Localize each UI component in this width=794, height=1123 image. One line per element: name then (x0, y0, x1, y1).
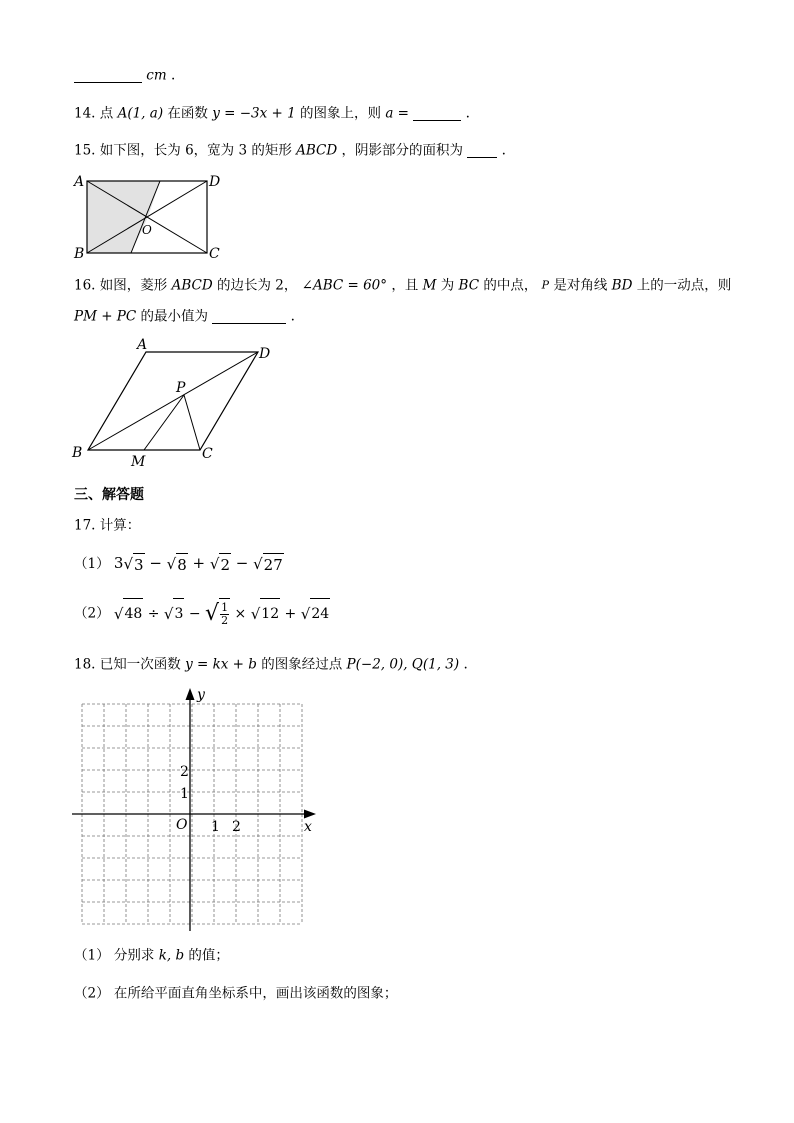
pm-pc-expression: PM + PC (74, 308, 137, 325)
question-text: 的值； (188, 947, 229, 964)
segment-bd: BD (611, 277, 633, 294)
question-text: 是对角线 (553, 277, 608, 294)
question-text: 分别求 (113, 947, 155, 964)
period: . (290, 308, 295, 325)
question-18-part1 (74, 946, 229, 965)
x-tick-1: 1 (211, 819, 220, 835)
question-text: 的中点， (483, 277, 538, 294)
period: . (170, 67, 176, 84)
question-17-part1 (74, 552, 284, 576)
shaded-region (87, 181, 160, 253)
question-text: 如下图，长为 6，宽为 3 的矩形 (99, 142, 292, 159)
part-label: （2） (74, 605, 110, 622)
question-text: 计算： (99, 517, 141, 534)
question-text: ，且 (391, 277, 419, 294)
x-tick-2: 2 (232, 819, 241, 835)
segment-pm (144, 395, 184, 450)
part-label: （1） (74, 947, 110, 964)
rhombus-name: ABCD (171, 277, 213, 294)
question-text: ，阴影部分的面积为 (341, 142, 464, 159)
y-tick-2: 2 (180, 764, 189, 780)
question-number: 15. (74, 142, 96, 159)
x-axis-arrow (304, 810, 316, 819)
question-number: 17. (74, 517, 96, 534)
answer-blank[interactable] (413, 106, 461, 121)
label-a: A (74, 174, 85, 190)
point-m: M (422, 277, 437, 294)
question-16-line1 (74, 276, 731, 295)
origin-label: O (176, 817, 188, 833)
label-d: D (259, 346, 271, 362)
question-text: 的图象经过点 (261, 656, 343, 673)
label-b: B (74, 246, 85, 262)
expression-1: 3√3 − √8 + √2 − √27 (113, 554, 283, 574)
label-c: C (209, 246, 220, 262)
label-d: D (209, 174, 221, 190)
question-text: 已知一次函数 (99, 656, 181, 673)
y-axis-arrow (186, 688, 195, 700)
answer-blank[interactable] (212, 309, 286, 324)
question-text: 在所给平面直角坐标系中，画出该函数的图象； (113, 985, 398, 1002)
label-b: B (72, 445, 83, 461)
question-text: 的最小值为 (140, 308, 209, 325)
variable-a: a = (385, 105, 409, 122)
function-expression: y = −3x + 1 (212, 105, 296, 122)
question-text: 上的一动点，则 (636, 277, 732, 294)
question-text: 的边长为 2， (216, 277, 298, 294)
label-p: P (176, 380, 186, 396)
question-text: 点 (99, 105, 114, 122)
question-number: 14. (74, 105, 96, 122)
question-18 (74, 655, 468, 674)
period: . (465, 105, 470, 122)
question-number: 16. (74, 277, 96, 294)
variables-kb: k, b (158, 947, 185, 964)
answer-blank[interactable] (467, 143, 497, 158)
y-tick-1: 1 (180, 786, 189, 802)
part-label: （1） (74, 555, 110, 572)
part-label: （2） (74, 985, 110, 1002)
point-p: P (541, 278, 550, 292)
question-18-part2 (74, 984, 397, 1003)
rhombus-figure (68, 334, 288, 470)
question-text: 如图，菱形 (99, 277, 168, 294)
answer-blank[interactable] (74, 68, 142, 83)
question-16-line2 (74, 307, 295, 326)
rectangle-figure (72, 172, 232, 262)
question-17-part2 (74, 598, 330, 629)
question-text: 的图象上，则 (300, 105, 382, 122)
q13-tail (74, 66, 175, 85)
period: . (463, 656, 468, 673)
points-pq: P(−2, 0), Q(1, 3) (346, 656, 460, 673)
segment-pc (184, 395, 200, 450)
coordinate-grid[interactable] (70, 685, 320, 935)
expression-2: √48 ÷ √3 − √ $\frac{1}{2}$ × √12 + √24 (114, 606, 330, 622)
section-heading: 三、解答题 (74, 487, 144, 503)
point-a: A(1, a) (117, 105, 164, 122)
question-text: 为 (440, 277, 455, 294)
question-15 (74, 141, 506, 160)
function-expression: y = kx + b (185, 656, 257, 673)
question-17 (74, 516, 140, 535)
question-14 (74, 104, 470, 123)
unit-cm: cm (146, 67, 167, 84)
rect-name: ABCD (296, 142, 338, 159)
label-c: C (202, 446, 213, 462)
question-text: 在函数 (167, 105, 208, 122)
segment-bc: BC (458, 277, 480, 294)
period: . (501, 142, 506, 159)
label-a: A (137, 337, 148, 353)
question-number: 18. (74, 656, 96, 673)
angle-expression: ∠ABC = 60° (301, 277, 388, 294)
diagonal-bd (88, 352, 258, 450)
x-axis-label: x (304, 819, 312, 835)
label-m: M (131, 454, 146, 470)
y-axis-label: y (197, 687, 205, 703)
label-o: O (142, 223, 152, 237)
